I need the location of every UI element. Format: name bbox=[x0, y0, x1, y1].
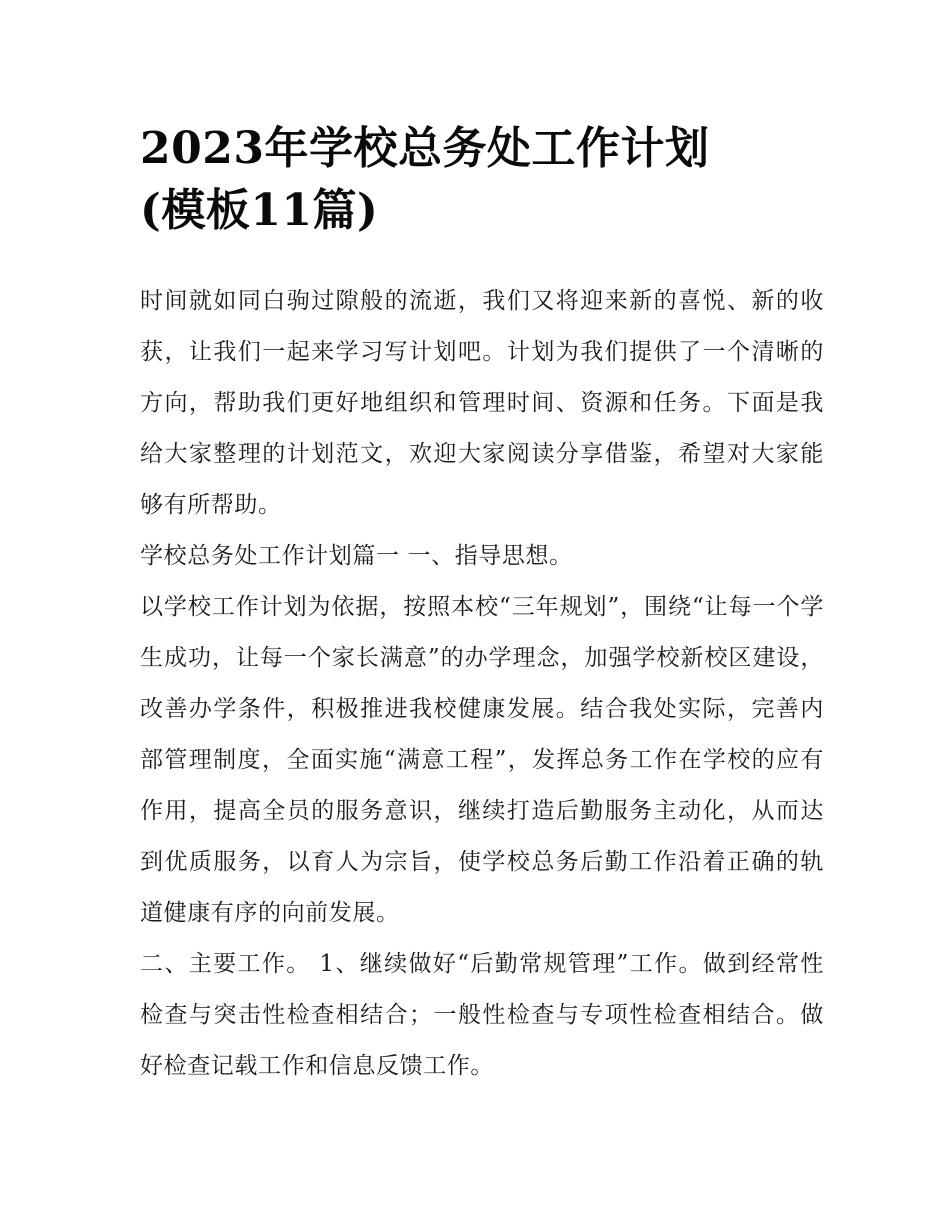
document-title-line-1: 2023年学校总务处工作计划 bbox=[140, 123, 710, 174]
document-body bbox=[140, 276, 824, 1092]
guiding-thought-paragraph: 以学校工作计划为依据，按照本校“三年规划”，围绕“让每一个学生成功，让每一个家长满意”的办学理念，加强学校新校区建设，改善办学条件，积极推进我校健康发展。结合我处实际，完善内部管理制度，全面实施“满意工程”，发挥总务工作在学校的应有作用，提高全员的服务意识，继续打造后勤服务主动化，从而达到优质服务，以育人为宗旨，使学校总务后勤工作沿着正确的轨道健康有序的向前发展。 bbox=[140, 594, 824, 926]
main-work-paragraph: 二、主要工作。 1、继续做好“后勤常规管理”工作。做到经常性检查与突击性检查相结合；一般性检查与专项性检查相结合。做好检查记载工作和信息反馈工作。 bbox=[140, 951, 824, 1079]
section-heading-guiding-thought: 学校总务处工作计划篇一 一、指导思想。 bbox=[140, 543, 573, 569]
document-title-line-2: (模板11篇) bbox=[140, 185, 379, 236]
intro-paragraph: 时间就如同白驹过隙般的流逝，我们又将迎来新的喜悦、新的收获，让我们一起来学习写计划吧。计划为我们提供了一个清晰的方向，帮助我们更好地组织和管理时间、资源和任务。下面是我给大家整理的计划范文，欢迎大家阅读分享借鉴，希望对大家能够有所帮助。 bbox=[140, 288, 824, 518]
document-title bbox=[140, 118, 820, 242]
